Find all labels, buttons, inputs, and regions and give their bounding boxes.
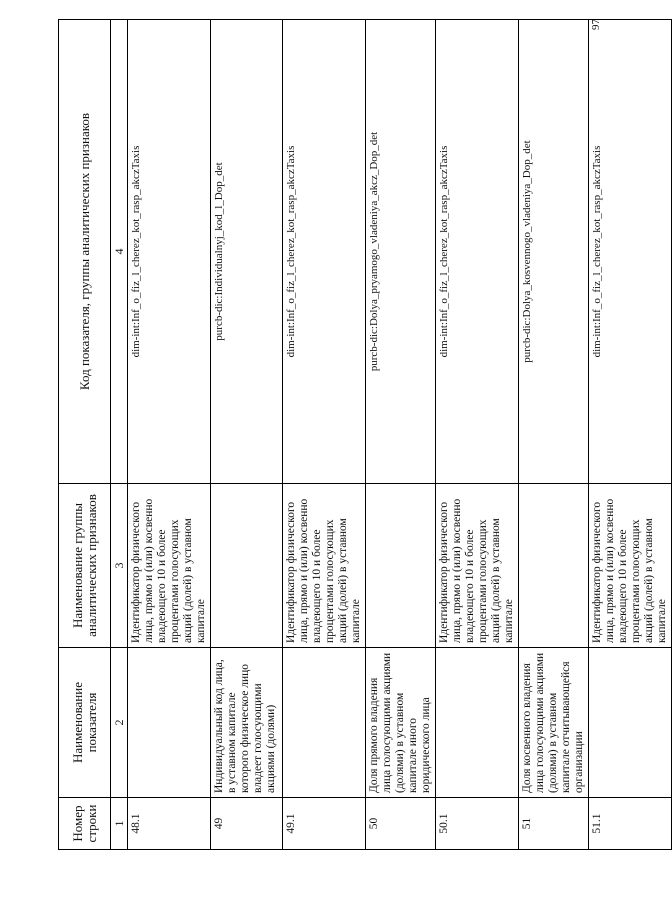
table-row bbox=[283, 20, 366, 850]
indicator-code: dim-int:Inf_o_fiz_l_cherez_kot_rasp_akczTaxis bbox=[283, 20, 366, 484]
indicator-code: purcb-dic:Individualnyj_kod_l_Dop_det bbox=[211, 20, 283, 484]
header-cell: Номер строки bbox=[59, 798, 111, 850]
indicator-code: dim-int:Inf_o_fiz_l_cherez_kot_rasp_akczTaxis bbox=[436, 20, 519, 484]
page-number: 97 bbox=[590, 19, 602, 30]
column-number: 1 bbox=[111, 798, 128, 850]
group-name: Идентификатор физического лица, прямо и (или) косвенно владеющего 10 и более процентами голосующих акций (долей) в уставном капитале bbox=[128, 484, 211, 648]
row-number: 48.1 bbox=[128, 798, 211, 850]
indicator-name bbox=[128, 648, 211, 798]
header-row bbox=[59, 20, 111, 850]
indicator-name bbox=[436, 648, 519, 798]
indicator-code: dim-int:Inf_o_fiz_l_cherez_kot_rasp_akczTaxis bbox=[128, 20, 211, 484]
row-number: 50 bbox=[366, 798, 436, 850]
indicator-name: Индивидуальный код лица, в уставном капитале которого физическое лицо владеет голосующими акциями (долями) bbox=[211, 648, 283, 798]
header-cell: Наименование группы аналитических признаков bbox=[59, 484, 111, 648]
group-name: Идентификатор физического лица, прямо и (или) косвенно владеющего 10 и более процентами голосующих акций (долей) в уставном капитале bbox=[436, 484, 519, 648]
row-number: 49.1 bbox=[283, 798, 366, 850]
table-row bbox=[366, 20, 436, 850]
table-row bbox=[589, 20, 672, 850]
group-name bbox=[211, 484, 283, 648]
table-row bbox=[128, 20, 211, 850]
indicator-code: purcb-dic:Dolya_pryamogo_vladeniya_akcz_Dop_det bbox=[366, 20, 436, 484]
column-number: 3 bbox=[111, 484, 128, 648]
table-row bbox=[436, 20, 519, 850]
indicator-code: dim-int:Inf_o_fiz_l_cherez_kot_rasp_akczTaxis bbox=[589, 20, 672, 484]
group-name bbox=[519, 484, 589, 648]
indicator-name bbox=[589, 648, 672, 798]
group-name bbox=[366, 484, 436, 648]
table-row bbox=[519, 20, 589, 850]
indicator-code: purcb-dic:Dolya_kosvennogo_vladeniya_Dop_det bbox=[519, 20, 589, 484]
indicator-name: Доля прямого владения лица голосующими акциями (долями) в уставном капитале иного юридического лица bbox=[366, 648, 436, 798]
header-cell: Наименование показателя bbox=[59, 648, 111, 798]
indicator-name: Доля косвенного владения лица голосующими акциями (долями) в уставном капитале отчитывающейся организации bbox=[519, 648, 589, 798]
group-name: Идентификатор физического лица, прямо и (или) косвенно владеющего 10 и более процентами голосующих акций (долей) в уставном капитале bbox=[589, 484, 672, 648]
row-number: 51 bbox=[519, 798, 589, 850]
row-number: 49 bbox=[211, 798, 283, 850]
indicator-name bbox=[283, 648, 366, 798]
column-number-row bbox=[111, 20, 128, 850]
row-number: 50.1 bbox=[436, 798, 519, 850]
indicator-table bbox=[58, 19, 672, 850]
header-cell: Код показателя, группы аналитических признаков bbox=[59, 20, 111, 484]
column-number: 4 bbox=[111, 20, 128, 484]
rotated-table-container bbox=[58, 20, 668, 850]
column-number: 2 bbox=[111, 648, 128, 798]
table-row bbox=[211, 20, 283, 850]
group-name: Идентификатор физического лица, прямо и (или) косвенно владеющего 10 и более процентами голосующих акций (долей) в уставном капитале bbox=[283, 484, 366, 648]
row-number: 51.1 bbox=[589, 798, 672, 850]
